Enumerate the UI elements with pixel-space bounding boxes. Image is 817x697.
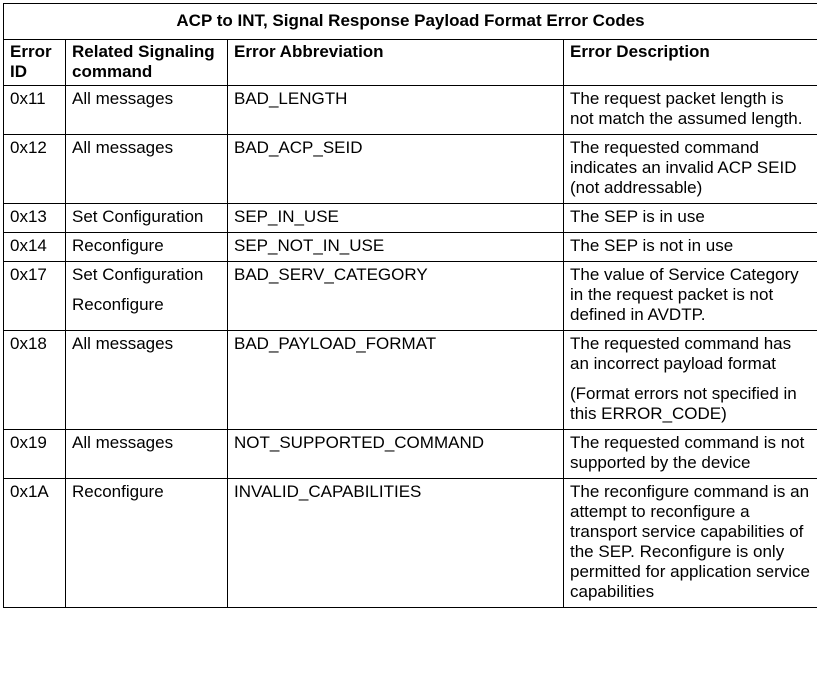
error-description-cell — [564, 204, 817, 233]
error-abbreviation-cell: BAD_LENGTH — [228, 86, 564, 135]
error-codes-table — [3, 3, 817, 608]
related-command: Reconfigure — [72, 295, 164, 314]
error-description-cell — [564, 135, 817, 204]
error-id-cell: 0x17 — [4, 262, 66, 331]
error-description-cell — [564, 262, 817, 331]
related-command: Reconfigure — [72, 482, 164, 501]
error-description-cell — [564, 86, 817, 135]
table-row — [4, 262, 817, 331]
error-description-cell — [564, 430, 817, 479]
related-command-cell — [66, 331, 228, 430]
error-abbreviation-cell: SEP_NOT_IN_USE — [228, 233, 564, 262]
table-header-row — [4, 40, 817, 86]
related-command-cell — [66, 430, 228, 479]
error-description-text: The requested command indicates an invalid ACP SEID (not addressable) — [570, 138, 797, 197]
error-description-text: The requested command is not supported by the device — [570, 433, 805, 472]
table-row — [4, 479, 817, 608]
error-id-cell: 0x18 — [4, 331, 66, 430]
related-command: Reconfigure — [72, 236, 164, 255]
table-row — [4, 135, 817, 204]
error-abbreviation-cell: BAD_ACP_SEID — [228, 135, 564, 204]
error-description-text: The SEP is in use — [570, 207, 705, 226]
related-command: All messages — [72, 89, 174, 108]
header-error-id: Error ID — [4, 40, 66, 86]
error-abbreviation-cell: SEP_IN_USE — [228, 204, 564, 233]
related-command: All messages — [72, 334, 174, 353]
related-command-cell — [66, 86, 228, 135]
error-description-text: The requested command has an incorrect payload format — [570, 334, 792, 373]
related-command: All messages — [72, 138, 174, 157]
error-abbreviation-cell: BAD_SERV_CATEGORY — [228, 262, 564, 331]
header-error-abbreviation: Error Abbreviation — [228, 40, 564, 86]
error-id-cell: 0x1A — [4, 479, 66, 608]
related-command: All messages — [72, 433, 174, 452]
error-id-cell: 0x14 — [4, 233, 66, 262]
related-command-cell — [66, 233, 228, 262]
error-description-text: The request packet length is not match the assumed length. — [570, 89, 803, 128]
table-row — [4, 430, 817, 479]
header-related-command: Related Signaling command — [66, 40, 228, 86]
error-abbreviation-cell: BAD_PAYLOAD_FORMAT — [228, 331, 564, 430]
table-caption-row — [4, 4, 817, 40]
table-row — [4, 86, 817, 135]
error-abbreviation-cell: NOT_SUPPORTED_COMMAND — [228, 430, 564, 479]
error-description-cell — [564, 479, 817, 608]
table-row — [4, 204, 817, 233]
error-description-cell — [564, 331, 817, 430]
error-description-cell — [564, 233, 817, 262]
error-description-text: The SEP is not in use — [570, 236, 734, 255]
error-description-text: (Format errors not specified in this ERROR_CODE) — [570, 384, 797, 423]
table-row — [4, 331, 817, 430]
header-error-description: Error Description — [564, 40, 817, 86]
error-id-cell: 0x19 — [4, 430, 66, 479]
error-id-cell: 0x11 — [4, 86, 66, 135]
related-command-cell — [66, 479, 228, 608]
table-title: ACP to INT, Signal Response Payload Format Error Codes — [4, 4, 817, 40]
error-description-text: The value of Service Category in the request packet is not defined in AVDTP. — [570, 265, 799, 324]
related-command-cell — [66, 135, 228, 204]
table-row — [4, 233, 817, 262]
related-command: Set Configuration — [72, 207, 204, 226]
related-command: Set Configuration — [72, 265, 204, 284]
related-command-cell — [66, 204, 228, 233]
error-abbreviation-cell: INVALID_CAPABILITIES — [228, 479, 564, 608]
error-id-cell: 0x12 — [4, 135, 66, 204]
related-command-cell — [66, 262, 228, 331]
error-id-cell: 0x13 — [4, 204, 66, 233]
error-description-text: The reconfigure command is an attempt to reconfigure a transport service capabilities of the SEP. Reconfigure is only permitted for application service capabilities — [570, 482, 811, 601]
